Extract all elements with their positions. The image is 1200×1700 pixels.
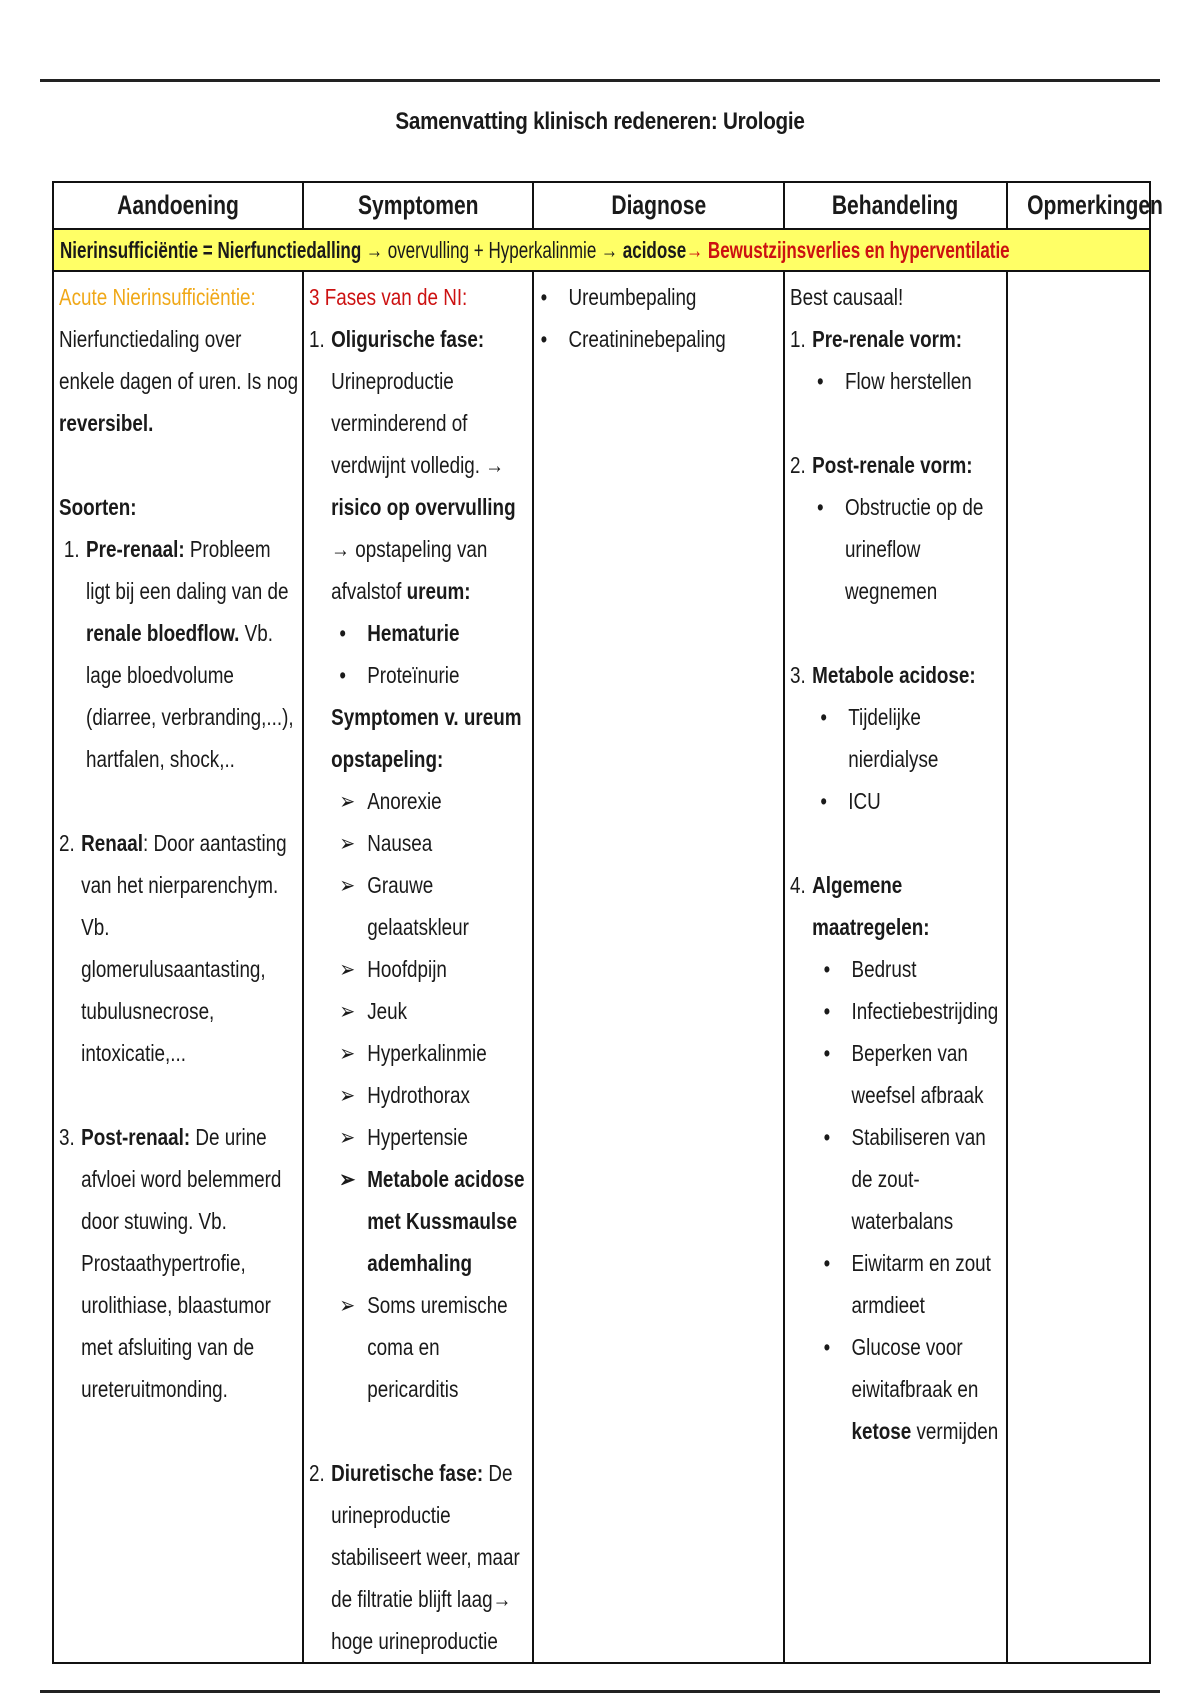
list-item: 2. Renaal: Door aantasting van het nierparenchym. Vb. glomerulusaantasting, tubulusnecrose, intoxicatie,...: [59, 830, 287, 1066]
list-item: • Hematurie: [339, 620, 460, 646]
list-item: ➢ Hypertensie: [339, 1124, 468, 1150]
list-item: • Creatininebepaling: [540, 326, 726, 352]
list-item: • Stabiliseren van de zout-waterbalans: [823, 1124, 986, 1234]
phase-2: 2. Diuretische fase: De urineproductie stabiliseert weer, maar de filtratie blijft laag→ hoge urineproductie: [309, 1460, 520, 1654]
list-item: 3. Post-renaal: De urine afvloei word belemmerd door stuwing. Vb. Prostaathypertrofie, urolithiase, blaastumor met afsluiting van de ureteruitmonding.: [59, 1124, 282, 1402]
list-item: ➢ Jeuk: [339, 998, 408, 1024]
list-item: ➢ Anorexie: [339, 788, 442, 814]
top-rule: [40, 79, 1160, 82]
header-symptomen: Symptomen: [303, 182, 533, 229]
aandoening-intro: Nierfunctiedaling over enkele dagen of uren. Is nog reversibel.: [59, 326, 299, 436]
header-opmerkingen: Opmerkingen: [1007, 182, 1150, 229]
list-item: ➢ Hyperkalinmie: [339, 1040, 487, 1066]
cell-aandoening: [53, 271, 303, 1663]
cell-opmerkingen: [1007, 271, 1150, 1663]
behandeling-intro: Best causaal!: [790, 284, 904, 310]
list-item: • Flow herstellen: [817, 368, 972, 394]
list-item: ➢ Grauwe gelaatskleur: [339, 872, 469, 940]
cell-symptomen: [303, 271, 533, 1663]
header-behandeling: Behandeling: [784, 182, 1007, 229]
list-item: • Glucose voor eiwitafbraak en ketose vermijden: [823, 1334, 999, 1444]
list-item: • Ureumbepaling: [540, 284, 697, 310]
list-item: ➢ Nausea: [339, 830, 433, 856]
section-3: 3. Metabole acidose: • Tijdelijke nierdialyse • ICU: [790, 654, 1002, 822]
section-4: 4. Algemene maatregelen: • Bedrust • Infectiebestrijding • Beperken van weefsel afbraak • Stabiliseren van de zout-waterbalans • Eiwitarm en zout armdieet • Glucose voor eiwitafbraak en ketose vermijden: [790, 864, 1002, 1452]
list-item: • Bedrust: [823, 956, 917, 982]
list-item: • Eiwitarm en zout armdieet: [823, 1250, 991, 1318]
list-item: • Tijdelijke nierdialyse: [820, 704, 939, 772]
cell-diagnose: [533, 271, 784, 1663]
list-item: • ICU: [820, 788, 881, 814]
list-item: 1. Pre-renaal: Probleem ligt bij een daling van de renale bloedflow. Vb. lage bloedvolume (diarree, verbranding,...), hartfalen, shock,..: [63, 536, 294, 772]
soorten-label: Soorten:: [59, 494, 137, 520]
header-diagnose: Diagnose: [533, 182, 784, 229]
banner-row: [53, 229, 1150, 271]
summary-table: [52, 181, 1163, 1664]
page-title: Samenvatting klinisch redeneren: Urologie: [395, 108, 805, 135]
list-item: • Infectiebestrijding: [823, 998, 999, 1024]
list-item: • Beperken van weefsel afbraak: [823, 1040, 984, 1108]
phase-1: 1. Oligurische fase: Urineproductie verminderend of verdwijnt volledig. → risico op overvulling → opstapeling van afvalstof ureum: • Hematurie • Proteïnurie Symptomen v. ureum opstapeling: ➢ Anorexie ➢ Nausea ➢ Grauwe gelaatskleur ➢ Hoofdpijn ➢ Jeuk ➢ Hyperkalinmie ➢ Hydrothorax ➢ Hypertensie ➢ Metabole acidose met Kussmaulse ademhaling ➢ Soms uremische coma en pericarditis: [309, 318, 528, 1410]
banner-cell: Nierinsufficiëntie = Nierfunctiedalling → overvulling + Hyperkalinmie → acidose→ Bewustzijnsverlies en hyperventilatie: [53, 229, 1150, 271]
list-item: • Proteïnurie: [339, 662, 460, 688]
list-item: ➢ Metabole acidose met Kussmaulse ademhaling: [339, 1166, 525, 1276]
section-2: 2. Post-renale vorm: • Obstructie op de urineflow wegnemen: [790, 444, 1002, 612]
content-row: [53, 271, 1150, 1663]
aandoening-title: Acute Nierinsufficiëntie:: [59, 284, 256, 310]
list-item: ➢ Soms uremische coma en pericarditis: [339, 1292, 508, 1402]
section-1: 1. Pre-renale vorm: • Flow herstellen: [790, 318, 1002, 402]
bottom-rule: [40, 1690, 1160, 1693]
header-aandoening: Aandoening: [53, 182, 303, 229]
list-item: ➢ Hoofdpijn: [339, 956, 447, 982]
symptomen-title: 3 Fases van de NI:: [309, 284, 468, 310]
list-item: ➢ Hydrothorax: [339, 1082, 470, 1108]
list-item: • Obstructie op de urineflow wegnemen: [817, 494, 984, 604]
cell-behandeling: [784, 271, 1007, 1663]
header-row: [53, 182, 1150, 229]
